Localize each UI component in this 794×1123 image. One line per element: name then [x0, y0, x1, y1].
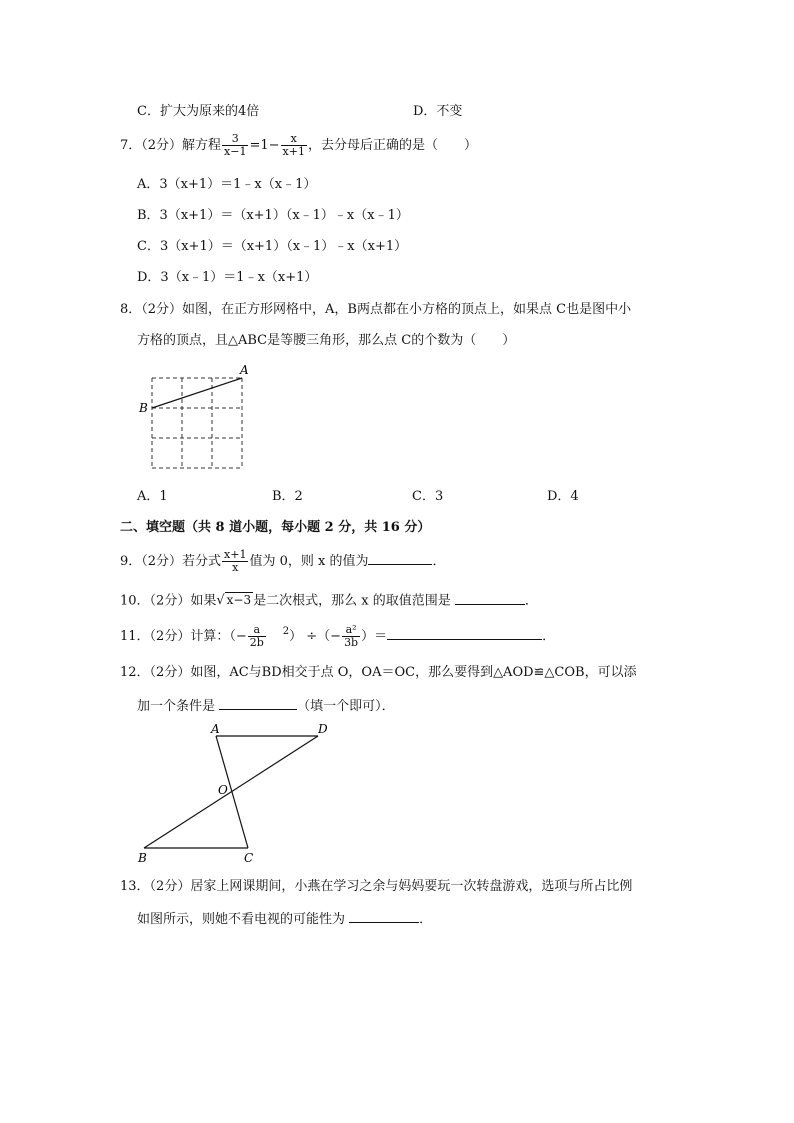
q10-answer-blank[interactable]	[455, 592, 525, 605]
q13-line-1: 13．（2分）居家上网课期间，小燕在学习之余与妈妈要玩一次转盘游戏，选项与所占比例	[120, 879, 633, 894]
q8-grid-figure	[130, 362, 260, 474]
q11-answer-blank[interactable]	[387, 627, 542, 640]
q7-option-a: A．3（x+1）＝1﹣x（x﹣1）	[137, 177, 317, 192]
point-label-a: A	[240, 363, 249, 377]
q7-stem	[120, 132, 477, 160]
q10-stem: 10．（2分）如果√ x−3 是二次根式，那么 x 的取值范围是 ．	[120, 591, 538, 612]
q8-option-b: B．2	[272, 489, 303, 504]
q9-stem: 9．（2分）若分式 $\frac{x+1}{x}$ 值为 0，则 x 的值为 ．	[120, 548, 446, 574]
q11-exponent: 2	[282, 626, 290, 637]
q8-option-d: D．4	[547, 489, 579, 504]
q12-line-1: 12．（2分）如图，AC与BD相交于点 O，OA＝OC，那么要得到△AOD≌△COB，可以添	[120, 665, 637, 680]
q12-figure	[130, 718, 340, 868]
point-label-b: B	[139, 401, 148, 415]
segment-ab	[152, 378, 242, 408]
point-label-b: B	[138, 851, 147, 865]
q13-answer-blank[interactable]	[349, 910, 419, 923]
point-label-d: D	[318, 722, 328, 736]
q11-stem: 11．（2分）计算：（− $\frac{a}{2b}$ $^2$） ÷（− $\frac{\text{a²}}{3b}$ ）＝ ．	[120, 623, 556, 649]
q7-fraction-2: $\frac{x}{x+1}$	[282, 132, 305, 158]
q7-tail: ，去分母后正确的是（ ）	[307, 138, 477, 153]
section-heading-fill-in: 二、填空题（共 8 道小题，每小题 2 分，共 16 分）	[120, 520, 431, 535]
q7-mid: =1−	[249, 138, 280, 153]
q9-fraction: $\frac{x+1}{x}$	[224, 548, 247, 574]
point-label-o: O	[218, 783, 228, 797]
q7-fraction-1: $\frac{3}{x-1}$	[224, 132, 247, 158]
q7-option-c: C．3（x+1）＝（x+1）（x﹣1）﹣x（x+1）	[137, 239, 408, 254]
point-label-c: C	[244, 851, 254, 865]
q8-line-2: 方格的顶点，且△ABC是等腰三角形，那么点 C的个数为（ ）	[137, 333, 516, 348]
q8-line-1: 8．（2分）如图，在正方形网格中，A，B两点都在小方格的顶点上，如果点 C也是图中小	[120, 302, 632, 317]
q7-number: 7．（2分）解方程	[120, 138, 222, 153]
q8-option-a: A．1	[137, 489, 168, 504]
q7-option-b: B．3（x+1）＝（x+1）（x﹣1）﹣x（x﹣1）	[137, 208, 409, 223]
grid-lines	[152, 378, 242, 468]
point-label-a: A	[211, 722, 220, 736]
q9-answer-blank[interactable]	[368, 552, 432, 565]
q6-option-c: C．扩大为原来的4倍	[137, 104, 260, 119]
q6-option-d: D．不变	[413, 104, 463, 119]
q11-fraction-1: $\frac{a}{2b}$	[249, 623, 264, 649]
q8-option-c: C．3	[412, 489, 444, 504]
figure-lines	[144, 736, 318, 848]
q12-answer-blank[interactable]	[219, 697, 297, 710]
q10-square-root: √ x−3	[216, 593, 252, 608]
q11-fraction-2: $\frac{\text{a²}}{3b}$	[344, 623, 359, 649]
q7-option-d: D．3（x﹣1）＝1﹣x（x+1）	[137, 270, 318, 285]
q12-line-2: 加一个条件是 （填一个即可）．	[137, 699, 395, 714]
q13-line-2: 如图所示，则她不看电视的可能性为 ．	[137, 912, 433, 927]
